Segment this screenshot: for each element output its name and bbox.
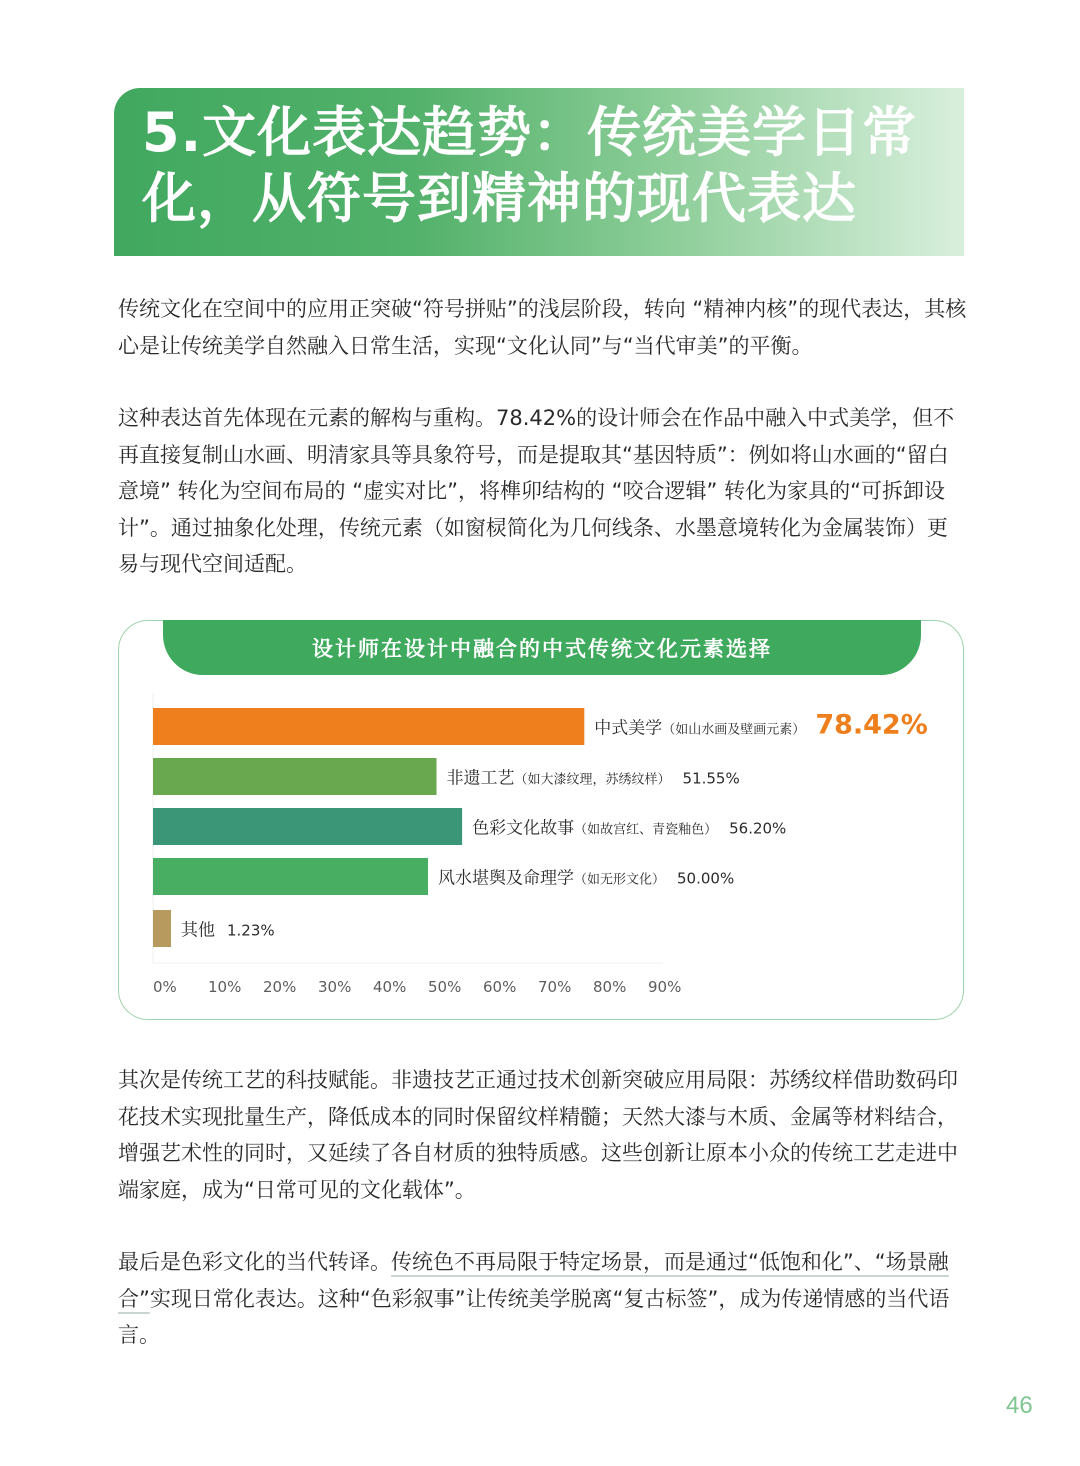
- chart-card: [118, 620, 964, 1020]
- x-tick-label-3: 30%: [318, 978, 352, 996]
- bar-3: [153, 858, 428, 895]
- chart-title: 设计师在设计中融合的中式传统文化元素选择: [312, 636, 772, 661]
- bar-2: [153, 808, 462, 845]
- x-tick-label-2: 20%: [263, 978, 297, 996]
- bar-label-3: 风水堪舆及命理学（如无形文化） 50.00%: [438, 868, 735, 889]
- x-tick-label-4: 40%: [373, 978, 407, 996]
- bar-label-1: 非遗工艺（如大漆纹理，苏绣纹样） 51.55%: [446, 768, 740, 789]
- bar-0: [153, 708, 584, 745]
- bar-4: [153, 910, 171, 947]
- bar-label-2: 色彩文化故事（如故宫红、青瓷釉色） 56.20%: [472, 818, 787, 839]
- paragraph-deconstruction: 这种表达首先体现在元素的解构与重构。78.42%的设计师会在作品中融入中式美学，但不再直接复制山水画、明清家具等具象符号，而是提取其“基因特质”：例如将山水画的“留白意境” 转化为空间布局的 “虚实对比”，将榫卯结构的 “咬合逻辑” 转化为家具的“可拆卸设计”。通过抽象化处理，传统元素（如窗棂简化为几何线条、水墨意境转化为金属装饰）更易与现代空间适配。: [118, 406, 955, 576]
- title-banner: [114, 88, 964, 256]
- x-tick-label-6: 60%: [483, 978, 517, 996]
- page-number: 46: [1006, 1392, 1033, 1419]
- x-tick-label-1: 10%: [208, 978, 242, 996]
- bar-1: [153, 758, 437, 795]
- x-tick-label-8: 80%: [593, 978, 627, 996]
- paragraph-intro: 传统文化在空间中的应用正突破“符号拼贴”的浅层阶段，转向 “精神内核”的现代表达，其核心是让传统美学自然融入日常生活，实现“文化认同”与“当代审美”的平衡。: [118, 297, 967, 358]
- x-tick-label-9: 90%: [648, 978, 682, 996]
- paragraph-craft: 其次是传统工艺的科技赋能。非遗技艺正通过技术创新突破应用局限：苏绣纹样借助数码印花技术实现批量生产，降低成本的同时保留纹样精髓；天然大漆与木质、金属等材料结合，增强艺术性的同时，又延续了各自材质的独特质感。这些创新让原本小众的传统工艺走进中端家庭，成为“日常可见的文化载体”。: [118, 1068, 958, 1202]
- bar-label-0: 中式美学（如山水画及壁画元素） 78.42%: [594, 709, 928, 741]
- x-tick-label-7: 70%: [538, 978, 572, 996]
- bar-chart: [119, 621, 965, 1021]
- paragraph-color-part1: 最后是色彩文化的当代转译。: [118, 1250, 391, 1274]
- x-tick-label-0: 0%: [153, 978, 177, 996]
- page-title-line-1: 5.文化表达趋势：传统美学日常: [142, 101, 918, 164]
- paragraph-color-part3: 实现日常化表达。这种“色彩叙事”让传统美学脱离“复古标签”，成为传递情感的当代语言。: [118, 1286, 950, 1347]
- paragraph-color: [118, 1244, 968, 1354]
- paragraph-color-highlight: 传统色不再局限于特定场景，而是通过“低饱和化”、“场景融合”: [118, 1250, 949, 1311]
- x-tick-label-5: 50%: [428, 978, 462, 996]
- bar-label-4: 其他 1.23%: [181, 920, 275, 941]
- page-title-line-2: 化，从符号到精神的现代表达: [142, 167, 857, 230]
